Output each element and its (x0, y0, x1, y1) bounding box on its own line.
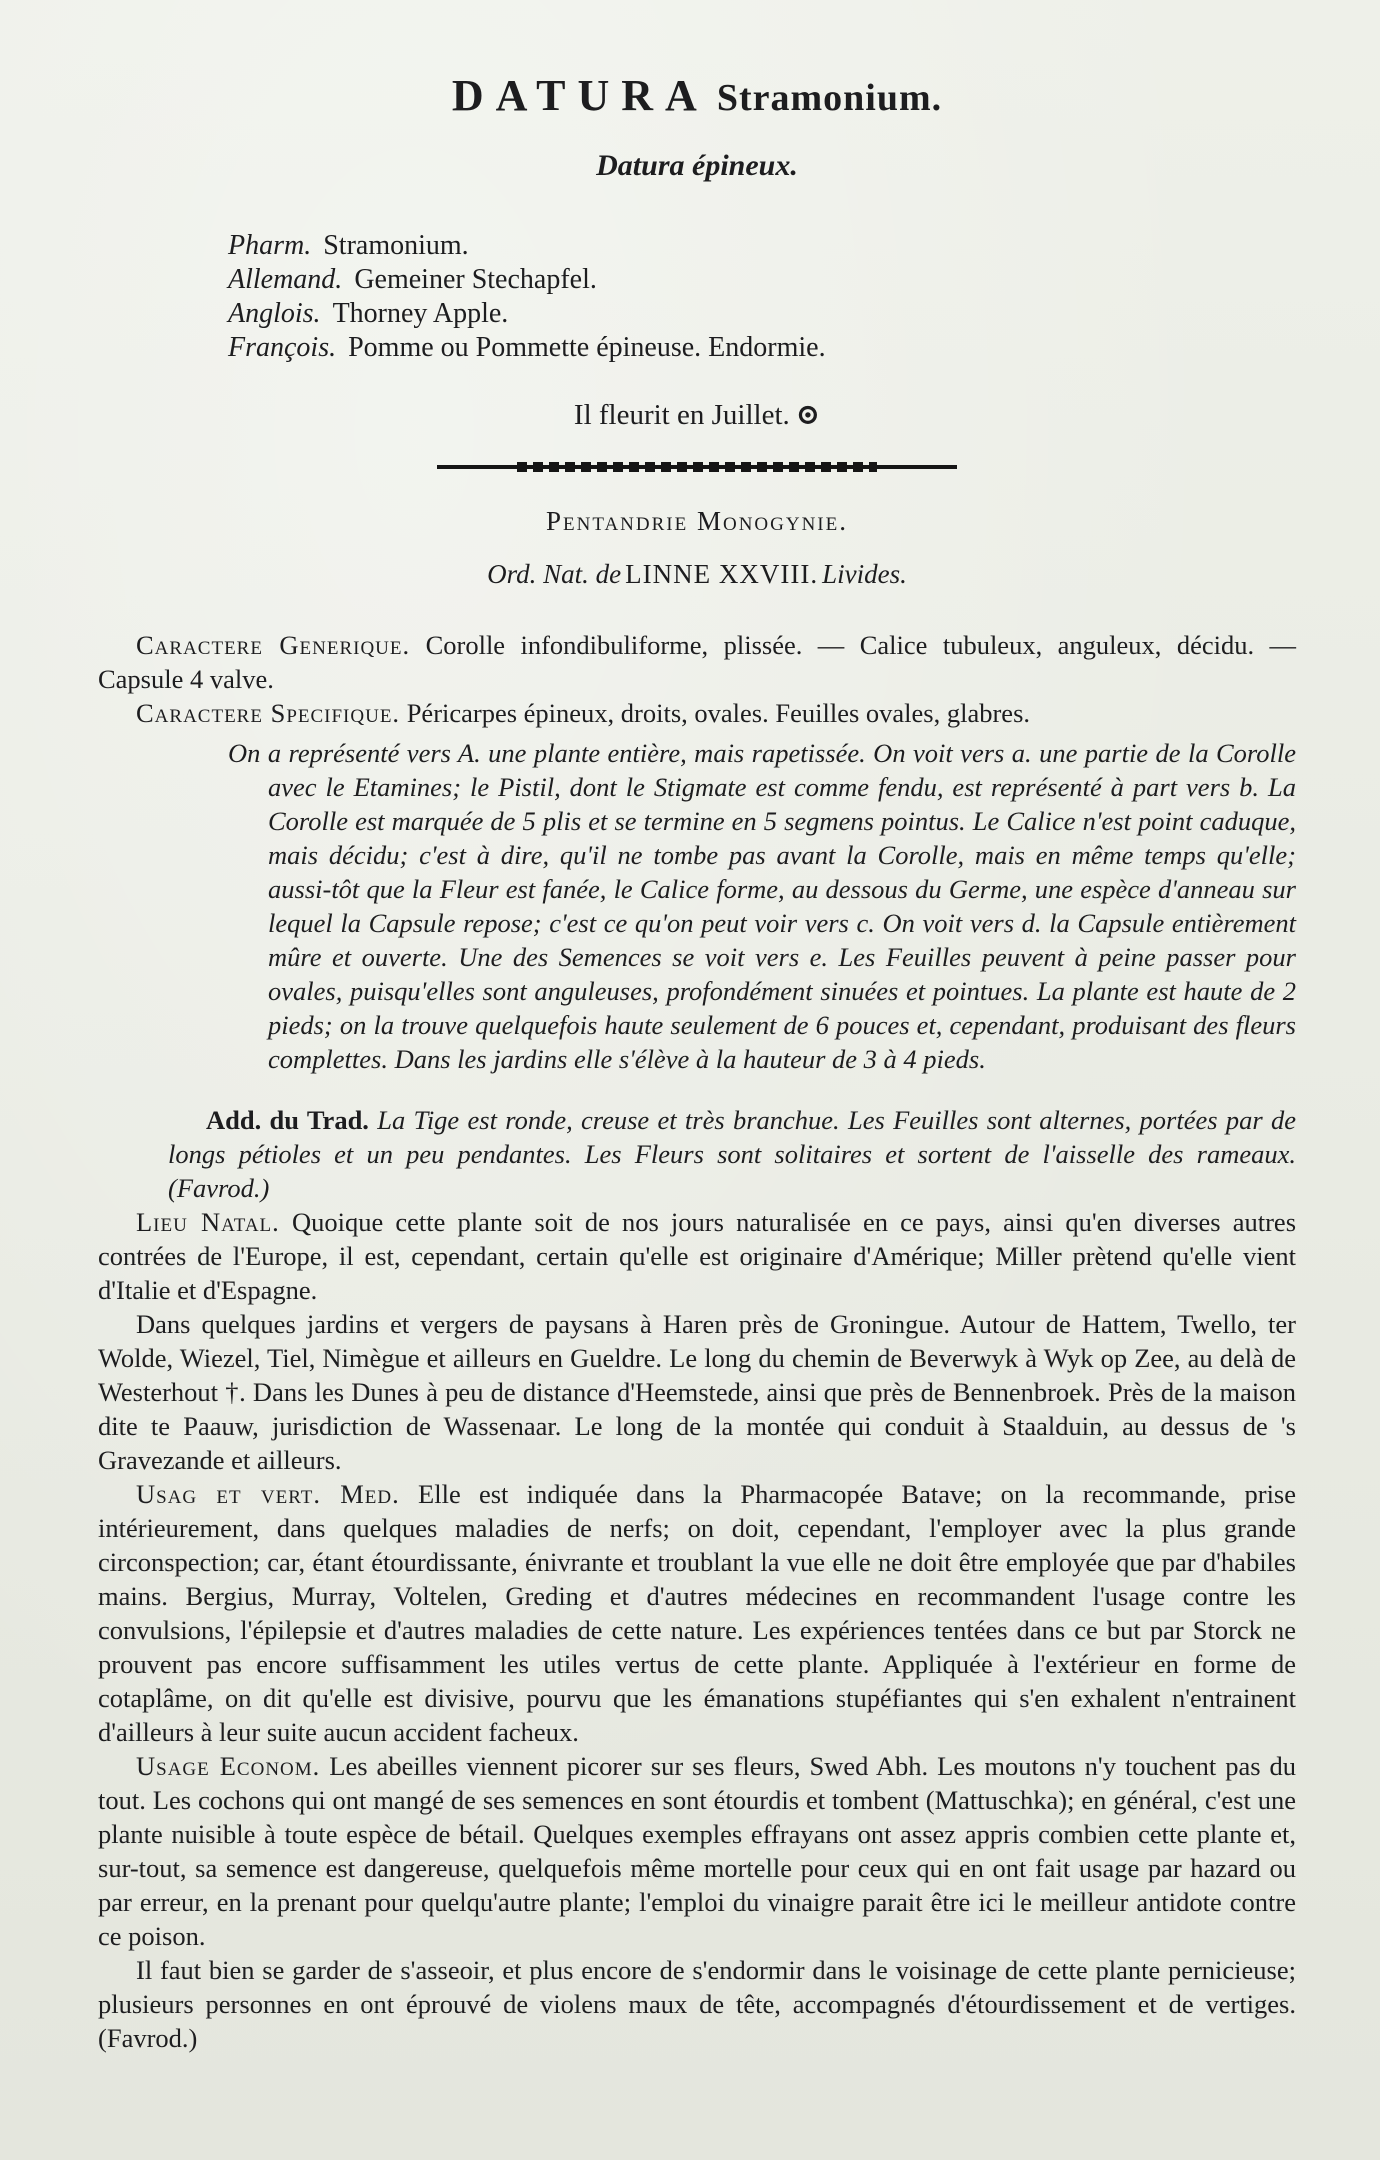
ornamental-rule (437, 462, 957, 472)
section-label: Lieu Natal. (136, 1206, 280, 1237)
order-suffix: Livides. (822, 559, 907, 589)
linnaean-class: Pentandrie Monogynie. (546, 506, 848, 536)
medical-use (98, 1477, 1296, 1749)
species-name: Stramonium. (716, 77, 943, 119)
order-prefix: Ord. Nat. de (487, 559, 622, 589)
annual-symbol-icon: ⊙ (795, 399, 821, 431)
vernacular-name: Stramonium. (323, 230, 469, 261)
order-author: LINNE XXVIII. (625, 559, 819, 589)
vernacular-name: Gemeiner Stechapfel. (354, 264, 597, 295)
section-text: La Tige est ronde, creuse et très branchue. Les Feuilles sont alternes, portées par de longs pétioles et un peu pendantes. Les Fleurs sont solitaires et sortent de l'aisselle des rameaux. (Favrod.) (168, 1104, 1297, 1203)
section-label: Add. du Trad. (206, 1104, 369, 1135)
flowering-text: Il fleurit en Juillet. (573, 399, 790, 431)
genus-name: DATURA (451, 71, 709, 120)
section-text: Corolle infondibuliforme, plissée. — Calice tubuleux, anguleux, décidu. — Capsule 4 valve. (98, 630, 1297, 694)
section-label: Caractere Specifique. (136, 698, 401, 728)
name-row (228, 331, 1296, 365)
generic-character (98, 628, 1296, 696)
language-label: Pharm. (228, 230, 312, 261)
section-text: Quoique cette plante soit de nos jours naturalisée en ce pays, ainsi qu'en diverses autres contrées de l'Europe, il est, cependant, certain qu'elle est originaire d'Amérique; Miller prètend qu'elle vient d'Italie et d'Espagne. (98, 1206, 1297, 1305)
french-subtitle: Datura épineux. (596, 149, 798, 182)
description-body (98, 628, 1296, 2055)
name-row (228, 229, 1296, 263)
section-text: Elle est indiquée dans la Pharmacopée Batave; on la recommande, prise intérieurement, dans quelques maladies de nerfs; on doit, cependant, l'employer avec la plus grande circonspection; car, étant étourdissante, énivrante et troublant la vue elle ne doit être employée que par d'habiles mains. Bergius, Murray, Voltelen, Greding et d'autres médecines en recommandent l'usage contre les convulsions, l'épilepsie et d'autres maladies de cette nature. Les expériences tentées dans ce but par Storck ne prouvent pas encore suffisamment les utiles vertus de cette plante. Appliquée à l'extérieur en forme de cotaplâme, on dit qu'elle est divisive, pourvu que les émanations stupéfiantes qui s'en exhalent n'entrainent d'ailleurs à leur suite aucun accident facheux. (98, 1478, 1297, 1747)
section-label: Usag et vert. Med. (136, 1478, 400, 1509)
vernacular-name: Pomme ou Pommette épineuse. Endormie. (348, 332, 826, 363)
native-habitat (98, 1205, 1296, 1307)
flowering-line (98, 397, 1296, 432)
locations-paragraph: Dans quelques jardins et vergers de paysans à Haren près de Groningue. Autour de Hattem, Twello, ter Wolde, Wiezel, Tiel, Nimègue et ailleurs en Gueldre. Le long du chemin de Beverwyk à Wyk op Zee, au delà de Westerhout †. Dans les Dunes à peu de distance d'Heemstede, ainsi que près de Bennenbroek. Près de la maison dite te Paauw, jurisdiction de Wassenaar. Le long de la montée qui conduit à Staalduin, au dessus de 's Gravezande et ailleurs. (98, 1308, 1296, 1475)
section-text: Les abeilles viennent picorer sur ses fleurs, Swed Abh. Les moutons n'y touchent pas du tout. Les cochons qui ont mangé de ses semences en sont étourdis et tombent (Mattuschka); en général, c'est une plante nuisible à toute espèce de bétail. Quelques exemples effrayans ont assez appris combien cette plante et, sur-tout, sa semence est dangereuse, quelquefois même mortelle pour ceux qui en ont fait usage par hazard ou par erreur, en la prenant pour quelqu'autre plante; l'emploi du vinaigre parait être ici le meilleur antidote contre ce poison. (98, 1750, 1297, 1951)
language-label: Anglois. (228, 298, 321, 329)
name-row (228, 263, 1296, 297)
section-label: Usage Econom. (136, 1750, 321, 1781)
section-label: Caractere Generique. (136, 630, 411, 660)
name-row (228, 297, 1296, 331)
language-label: François. (228, 332, 337, 363)
economic-use (98, 1749, 1296, 1953)
vernacular-names (228, 229, 1296, 365)
page-title (98, 70, 1296, 121)
closing-paragraph: Il faut bien se garder de s'asseoir, et plus encore de s'endormir dans le voisinage de cette plante pernicieuse; plusieurs personnes en ont éprouvé de violens maux de tête, accompagnés d'étourdissement et de vertiges. (Favrod.) (98, 1954, 1296, 2053)
language-label: Allemand. (228, 264, 343, 295)
section-text: Péricarpes épineux, droits, ovales. Feuilles ovales, glabres. (406, 698, 1031, 728)
specific-character (98, 696, 1296, 730)
vernacular-name: Thorney Apple. (332, 298, 509, 329)
figure-description: On a représenté vers A. une plante entière, mais rapetissée. On voit vers a. une partie de la Corolle avec le Etamines; le Pistil, dont le Stigmate est comme fendu, est représenté à part vers b. La Corolle est marquée de 5 plis et se termine en 5 segmens pointus. Le Calice n'est point caduque, mais décidu; c'est à dire, qu'il ne tombe pas avant la Corolle, mais en même temps qu'elle; aussi-tôt que la Fleur est fanée, le Calice forme, au dessous du Germe, une espèce d'anneau sur lequel la Capsule repose; c'est ce qu'on peut voir vers c. On voit vers d. la Capsule entièrement mûre et ouverte. Une des Semences se voit vers e. Les Feuilles peuvent à peine passer pour ovales, puisqu'elles sont anguleuses, profondément sinuées et pointues. La plante est haute de 2 pieds; on la trouve quelquefois haute seulement de 6 pouces et, cependant, produisant des fleurs complettes. Dans les jardins elle s'élève à la hauteur de 3 à 4 pieds. (228, 738, 1296, 1074)
natural-order (98, 559, 1296, 590)
translator-addition (168, 1103, 1296, 1205)
